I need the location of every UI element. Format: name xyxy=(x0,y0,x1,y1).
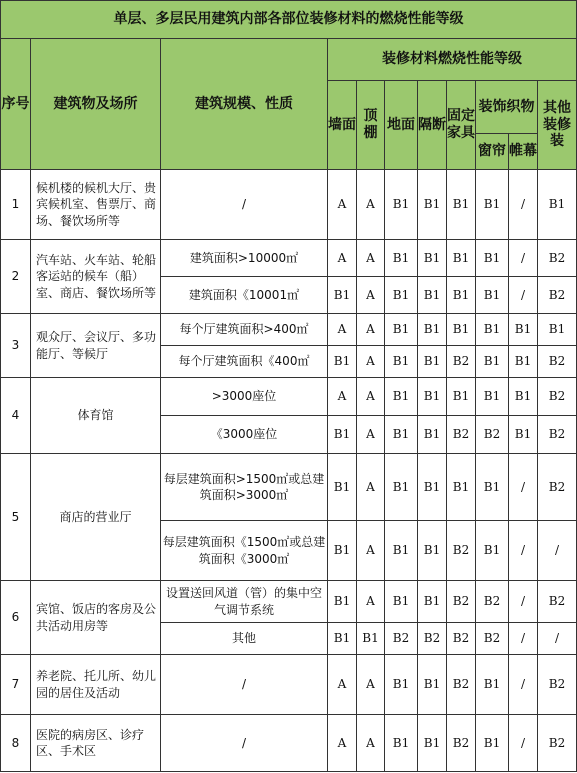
grade-cell: / xyxy=(509,521,538,581)
row-seq: 5 xyxy=(1,454,31,581)
grade-cell: B1 xyxy=(385,416,418,454)
grade-cell: A xyxy=(357,521,385,581)
grade-cell: B1 xyxy=(538,314,577,346)
header-seq: 序号 xyxy=(1,39,31,170)
grade-cell: A xyxy=(357,454,385,521)
grade-cell: B1 xyxy=(476,314,509,346)
grade-cell: B1 xyxy=(357,623,385,655)
grade-cell: B1 xyxy=(418,277,447,314)
header-other: 其他装修装 xyxy=(538,81,577,170)
grade-cell: B2 xyxy=(447,416,476,454)
grade-cell: B1 xyxy=(509,378,538,416)
row-seq: 7 xyxy=(1,655,31,715)
grade-cell: B1 xyxy=(328,581,357,623)
grade-cell: A xyxy=(328,655,357,715)
grade-cell: A xyxy=(357,346,385,378)
grade-cell: A xyxy=(357,655,385,715)
grade-cell: B1 xyxy=(476,454,509,521)
grade-cell: B1 xyxy=(476,240,509,277)
grade-cell: A xyxy=(328,240,357,277)
header-fixed-furniture: 固定家具 xyxy=(447,81,476,170)
row-place: 医院的病房区、诊疗区、手术区 xyxy=(31,715,161,772)
row-scale: 《3000座位 xyxy=(161,416,328,454)
grade-cell: / xyxy=(509,240,538,277)
row-scale: / xyxy=(161,170,328,240)
row-scale: 建筑面积《10001㎡ xyxy=(161,277,328,314)
grade-cell: B1 xyxy=(328,521,357,581)
grade-cell: / xyxy=(509,454,538,521)
grade-cell: B1 xyxy=(385,454,418,521)
row-place: 养老院、托儿所、幼儿园的居住及活动 xyxy=(31,655,161,715)
grade-cell: B1 xyxy=(418,416,447,454)
grade-cell: B2 xyxy=(447,521,476,581)
header-drape: 帷幕 xyxy=(509,134,538,170)
grade-cell: A xyxy=(357,240,385,277)
row-scale: 每层建筑面积>1500㎡或总建筑面积>3000㎡ xyxy=(161,454,328,521)
grade-cell: A xyxy=(328,170,357,240)
table-row xyxy=(1,715,577,772)
grade-cell: B1 xyxy=(385,346,418,378)
grade-cell: / xyxy=(509,715,538,772)
grade-cell: B1 xyxy=(385,521,418,581)
grade-cell: B1 xyxy=(385,655,418,715)
row-place: 候机楼的候机大厅、贵宾候机室、售票厅、商场、餐饮场所等 xyxy=(31,170,161,240)
row-seq: 1 xyxy=(1,170,31,240)
table-row xyxy=(1,314,577,346)
header-scale: 建筑规模、性质 xyxy=(161,39,328,170)
grade-cell: B1 xyxy=(328,277,357,314)
grade-cell: B1 xyxy=(447,314,476,346)
grade-cell: B1 xyxy=(538,170,577,240)
table-row xyxy=(1,454,577,521)
table-row xyxy=(1,240,577,277)
grade-cell: A xyxy=(328,314,357,346)
grade-cell: B2 xyxy=(447,623,476,655)
grade-cell: B1 xyxy=(418,170,447,240)
grade-cell: B1 xyxy=(385,581,418,623)
grade-cell: B1 xyxy=(418,454,447,521)
grade-cell: B1 xyxy=(418,715,447,772)
row-seq: 2 xyxy=(1,240,31,314)
header-building: 建筑物及场所 xyxy=(31,39,161,170)
grade-cell: B1 xyxy=(476,715,509,772)
grade-cell: A xyxy=(357,715,385,772)
grade-cell: B1 xyxy=(447,170,476,240)
grade-cell: A xyxy=(357,170,385,240)
grade-cell: B1 xyxy=(385,240,418,277)
grade-cell: B1 xyxy=(418,521,447,581)
grade-cell: A xyxy=(328,378,357,416)
grade-cell: B2 xyxy=(385,623,418,655)
row-scale: >3000座位 xyxy=(161,378,328,416)
grade-cell: B2 xyxy=(538,346,577,378)
grade-cell: B2 xyxy=(476,416,509,454)
grade-cell: B1 xyxy=(476,170,509,240)
grade-cell: B2 xyxy=(538,378,577,416)
row-place: 观众厅、会议厅、多功能厅、等候厅 xyxy=(31,314,161,378)
grade-cell: B1 xyxy=(418,581,447,623)
row-scale: / xyxy=(161,715,328,772)
grade-cell: B1 xyxy=(447,378,476,416)
grade-cell: A xyxy=(357,378,385,416)
grade-cell: B1 xyxy=(418,314,447,346)
grade-cell: B1 xyxy=(509,314,538,346)
row-seq: 8 xyxy=(1,715,31,772)
grade-cell: A xyxy=(328,715,357,772)
grade-cell: B1 xyxy=(509,346,538,378)
grade-cell: B2 xyxy=(476,623,509,655)
grade-cell: B2 xyxy=(538,655,577,715)
row-scale: 建筑面积>10000㎡ xyxy=(161,240,328,277)
grade-cell: B1 xyxy=(476,655,509,715)
row-place: 体育馆 xyxy=(31,378,161,454)
grade-cell: B2 xyxy=(418,623,447,655)
grade-cell: B1 xyxy=(509,416,538,454)
grade-cell: / xyxy=(538,521,577,581)
grade-cell: B1 xyxy=(418,346,447,378)
row-scale: / xyxy=(161,655,328,715)
grade-cell: B1 xyxy=(476,277,509,314)
row-seq: 6 xyxy=(1,581,31,655)
grade-cell: B1 xyxy=(385,314,418,346)
table-row xyxy=(1,378,577,416)
grade-cell: B1 xyxy=(328,346,357,378)
header-decor-fabric: 装饰织物 xyxy=(476,81,538,134)
grade-cell: / xyxy=(538,623,577,655)
row-scale: 设置送回风道（管）的集中空气调节系统 xyxy=(161,581,328,623)
grade-cell: B1 xyxy=(447,277,476,314)
row-place: 汽车站、火车站、轮船客运站的候车（船）室、商店、餐饮场所等 xyxy=(31,240,161,314)
header-partition: 隔断 xyxy=(418,81,447,170)
row-scale: 每个厅建筑面积《400㎡ xyxy=(161,346,328,378)
table-row xyxy=(1,655,577,715)
grade-cell: / xyxy=(509,655,538,715)
grade-cell: A xyxy=(357,314,385,346)
grade-cell: / xyxy=(509,170,538,240)
grade-cell: B2 xyxy=(447,581,476,623)
grade-cell: B1 xyxy=(476,346,509,378)
grade-cell: B1 xyxy=(328,454,357,521)
grade-cell: B2 xyxy=(538,454,577,521)
grade-cell: B1 xyxy=(328,623,357,655)
header-curtain: 窗帘 xyxy=(476,134,509,170)
grade-cell: B2 xyxy=(447,655,476,715)
table-row xyxy=(1,581,577,623)
grade-cell: / xyxy=(509,623,538,655)
grade-cell: B1 xyxy=(418,378,447,416)
table-title: 单层、多层民用建筑内部各部位装修材料的燃烧性能等级 xyxy=(1,1,577,39)
row-seq: 4 xyxy=(1,378,31,454)
grade-cell: A xyxy=(357,416,385,454)
grade-cell: B1 xyxy=(476,521,509,581)
grade-cell: B2 xyxy=(538,715,577,772)
row-place: 商店的营业厅 xyxy=(31,454,161,581)
grade-cell: B1 xyxy=(385,170,418,240)
grade-cell: B2 xyxy=(538,277,577,314)
grade-cell: B1 xyxy=(447,240,476,277)
row-seq: 3 xyxy=(1,314,31,378)
grade-cell: B2 xyxy=(447,715,476,772)
grade-cell: B2 xyxy=(476,581,509,623)
header-ceiling: 顶棚 xyxy=(357,81,385,170)
grade-cell: A xyxy=(357,581,385,623)
grade-cell: B1 xyxy=(418,655,447,715)
row-scale: 每层建筑面积《1500㎡或总建筑面积《3000㎡ xyxy=(161,521,328,581)
grade-cell: B1 xyxy=(476,378,509,416)
grade-cell: B2 xyxy=(538,240,577,277)
grade-cell: B1 xyxy=(385,715,418,772)
grade-cell: B2 xyxy=(538,581,577,623)
grade-cell: B2 xyxy=(538,416,577,454)
grade-cell: B2 xyxy=(447,346,476,378)
grade-cell: B1 xyxy=(385,277,418,314)
header-floor: 地面 xyxy=(385,81,418,170)
grade-cell: B1 xyxy=(385,378,418,416)
row-place: 宾馆、饭店的客房及公共活动用房等 xyxy=(31,581,161,655)
grade-cell: A xyxy=(357,277,385,314)
row-scale: 其他 xyxy=(161,623,328,655)
row-scale: 每个厅建筑面积>400㎡ xyxy=(161,314,328,346)
grade-cell: B1 xyxy=(447,454,476,521)
header-grade-group: 装修材料燃烧性能等级 xyxy=(328,39,577,81)
table-row xyxy=(1,170,577,240)
grade-cell: / xyxy=(509,277,538,314)
grade-cell: B1 xyxy=(328,416,357,454)
header-wall: 墙面 xyxy=(328,81,357,170)
grade-cell: / xyxy=(509,581,538,623)
grade-cell: B1 xyxy=(418,240,447,277)
